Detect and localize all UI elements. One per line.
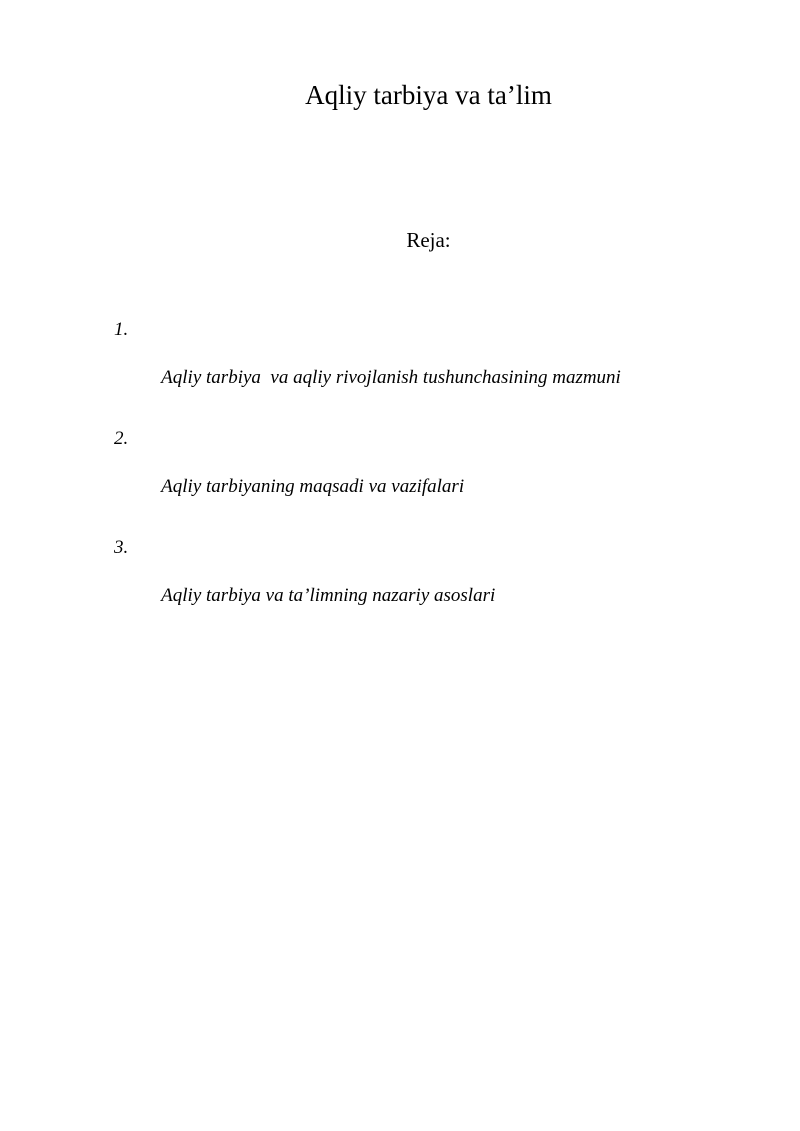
plan-heading: Reja: [406, 228, 451, 252]
list-item-number: 2. [114, 428, 129, 449]
list-item-text: Aqliy tarbiya va aqliy rivojlanish tushunchasining mazmuni [161, 367, 621, 388]
list-item [114, 427, 621, 523]
plan-list [114, 318, 621, 645]
list-item-text: Aqliy tarbiyaning maqsadi va vazifalari [161, 476, 465, 497]
list-item-number: 1. [114, 319, 129, 340]
list-item-text: Aqliy tarbiya va ta’limning nazariy asoslari [161, 585, 496, 606]
list-item-number: 3. [114, 537, 129, 558]
list-item [114, 318, 621, 414]
page-title: Aqliy tarbiya va ta’lim [305, 80, 552, 110]
list-item [114, 536, 621, 632]
